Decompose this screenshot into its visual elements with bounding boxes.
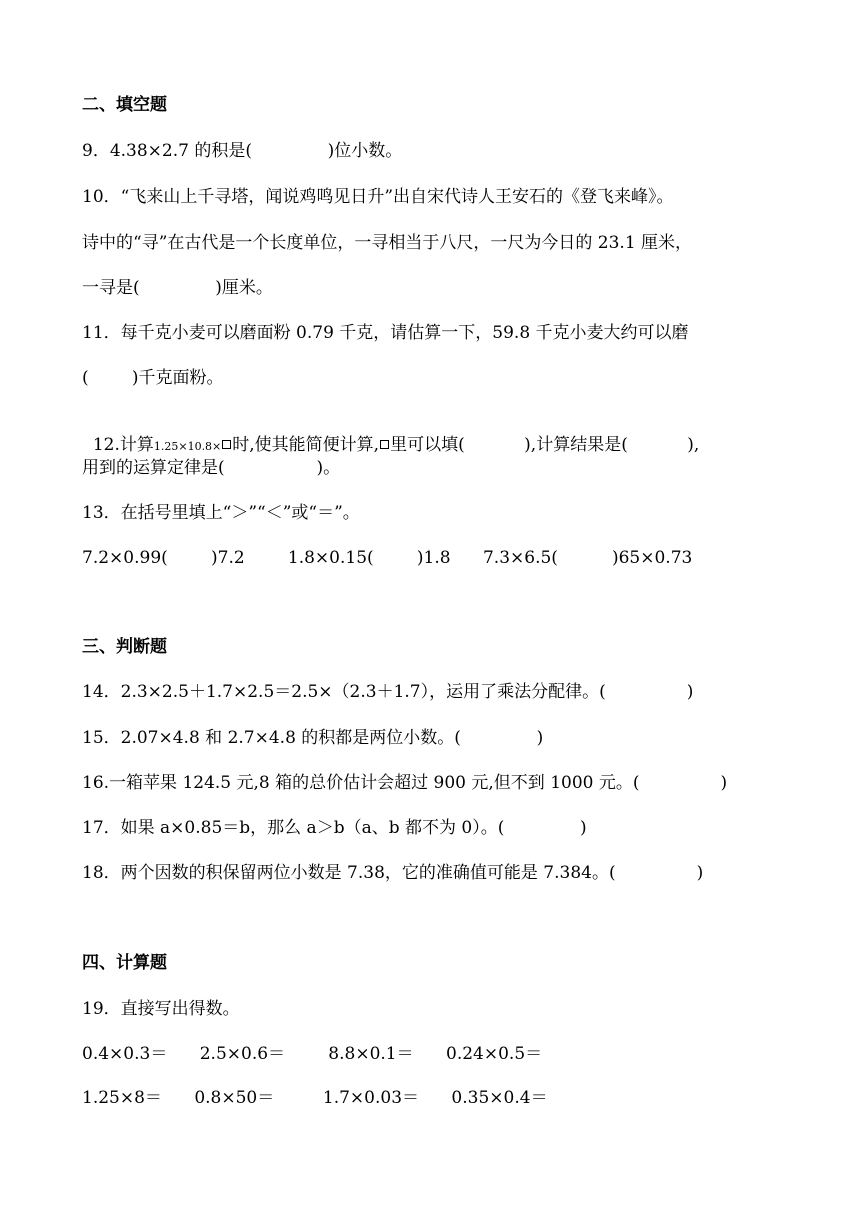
question-19-title: 19．直接写出得数。 [82,999,240,1019]
question-18: 18．两个因数的积保留两位小数是 7.38，它的准确值可能是 7.384。( ) [82,863,704,883]
section-title-fill: 二、填空题 [82,95,167,115]
question-15: 15．2.07×4.8 和 2.7×4.8 的积都是两位小数。( ) [82,728,544,748]
question-19-row-2: 1.25×8＝ 0.8×50＝ 1.7×0.03＝ 0.35×0.4＝ [82,1088,548,1108]
q12-expression: 1.25×10.8× [153,440,222,453]
question-11-line-1: 11．每千克小麦可以磨面粉 0.79 千克，请估算一下，59.8 千克小麦大约可以磨 [82,323,689,343]
section-title-judge: 三、判断题 [82,637,167,657]
question-9: 9．4.38×2.7 的积是( )位小数。 [82,141,403,161]
question-13-line-1: 13．在括号里填上“＞”“＜”或“＝”。 [82,503,360,523]
q12-prefix: 12.计算 [92,435,154,455]
question-14: 14．2.3×2.5＋1.7×2.5＝2.5×（2.3＋1.7），运用了乘法分配律。( ) [82,682,694,702]
blank-box-icon [222,440,231,449]
question-13-line-2: 7.2×0.99( )7.2 1.8×0.15( )1.8 7.3×6.5( )65×0.73 [82,548,693,568]
question-16: 16.一箱苹果 124.5 元,8 箱的总价估计会超过 900 元,但不到 1000 元。( ) [82,773,728,793]
question-12-line-2: 用到的运算定律是( )。 [82,458,341,478]
blank-box-icon [380,440,389,449]
q12-middle: 时,使其能简便计算, [232,435,380,455]
question-12-line-1 [82,412,699,458]
question-11-line-2: ( )千克面粉。 [82,368,224,388]
question-19-row-1: 0.4×0.3＝ 2.5×0.6＝ 8.8×0.1＝ 0.24×0.5＝ [82,1044,543,1064]
q12-after-box: 里可以填( ),计算结果是( ), [390,435,700,455]
question-10-line-1: 10．“飞来山上千寻塔，闻说鸡鸣见日升”出自宋代诗人王安石的《登飞来峰》。 [82,187,674,207]
question-10-line-3: 一寻是( )厘米。 [82,278,273,298]
question-17: 17．如果 a×0.85＝b，那么 a＞b（a、b 都不为 0）。( ) [82,818,587,838]
question-10-line-2: 诗中的“寻”在古代是一个长度单位，一寻相当于八尺，一尺为今日的 23.1 厘米， [82,233,693,253]
section-title-calc: 四、计算题 [82,953,167,973]
